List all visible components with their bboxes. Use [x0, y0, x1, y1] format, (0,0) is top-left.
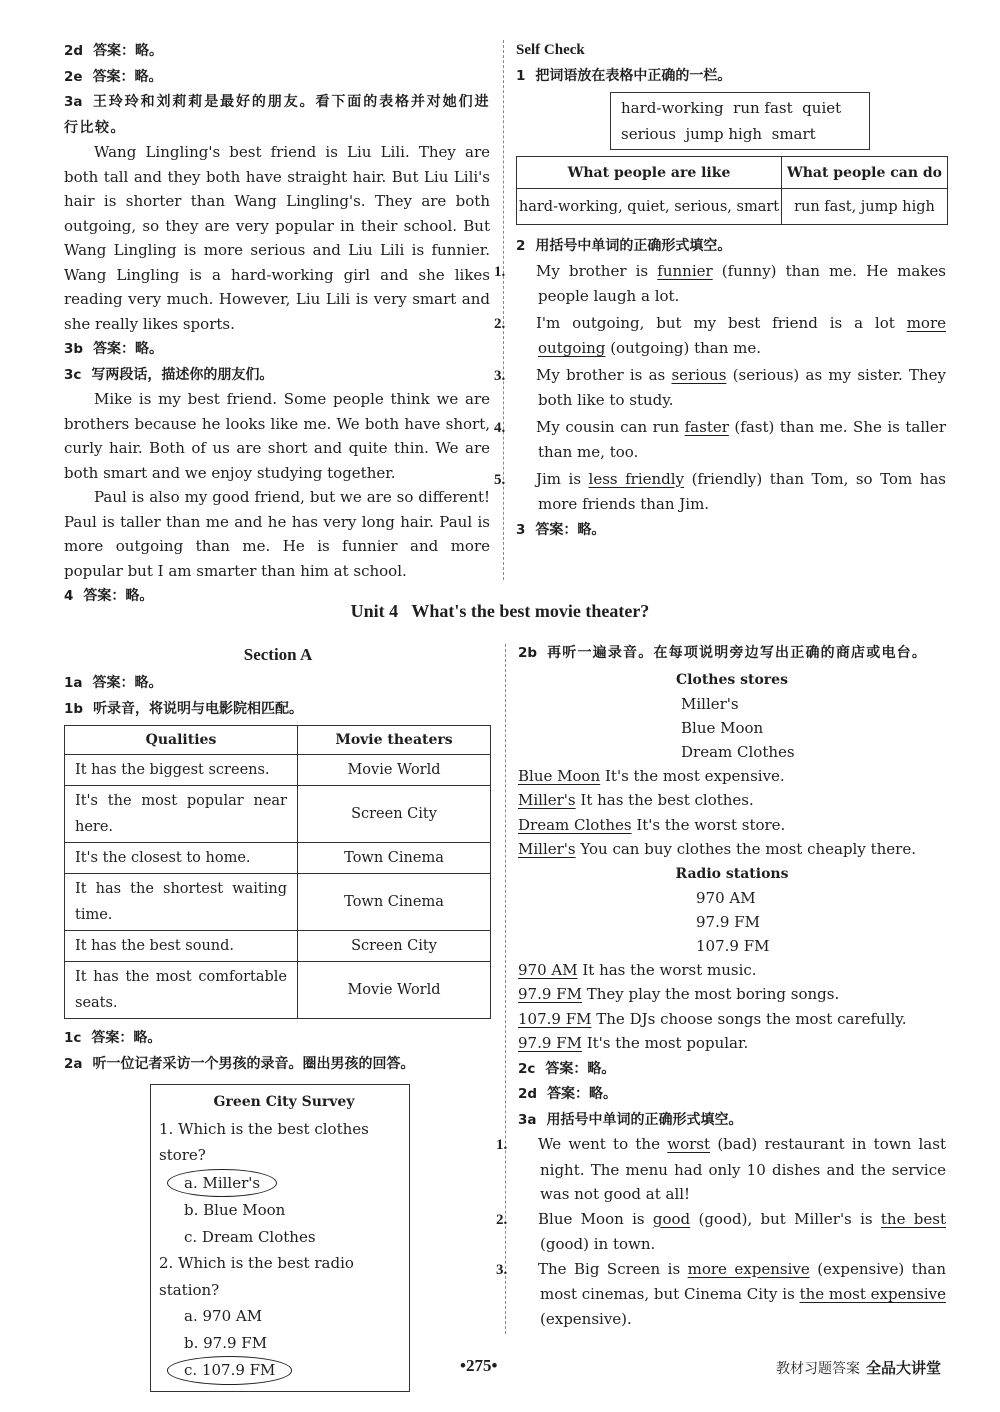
- list-item: Dream Clothes: [681, 742, 795, 761]
- table-header: What people are like: [517, 157, 782, 189]
- text: You can buy clothes the most cheaply there.: [575, 840, 916, 858]
- answer-line: [518, 1031, 946, 1056]
- survey-option-list: [159, 1303, 409, 1385]
- theater-cell: Town Cinema: [298, 874, 491, 931]
- text: (expensive) than most cinemas, but Cinema City is: [540, 1259, 946, 1303]
- answer: less friendly: [588, 469, 685, 488]
- movie-theater-table: [64, 725, 491, 1019]
- text: It has the best clothes.: [575, 791, 754, 809]
- answer: Miller's: [518, 840, 576, 858]
- theater-cell: Screen City: [298, 786, 491, 843]
- item-label: 2a: [64, 1055, 83, 1072]
- table-header: Movie theaters: [298, 726, 491, 755]
- list-item: Blue Moon: [681, 718, 764, 737]
- self-check-column: [494, 38, 946, 542]
- answer: the best: [880, 1209, 946, 1228]
- instruction: 听一位记者采访一个男孩的录音。圈出男孩的回答。: [92, 1055, 415, 1072]
- table-row: [65, 931, 491, 962]
- item-label: 1c: [64, 1030, 82, 1046]
- list-item: [494, 415, 946, 465]
- answer: good: [652, 1209, 691, 1228]
- text: They play the most boring songs.: [581, 985, 840, 1003]
- table-row: [65, 962, 491, 1019]
- item-label: 2c: [518, 1060, 536, 1077]
- radio-list: [518, 886, 946, 958]
- answer-text: 答案：略。: [83, 588, 154, 604]
- answer: Miller's: [518, 791, 576, 809]
- table-cell: run fast, jump high: [782, 189, 948, 225]
- table-header: What people can do: [782, 157, 948, 189]
- survey-option-list: [159, 1169, 409, 1251]
- item-label: 3: [516, 521, 526, 538]
- list-item: [494, 467, 946, 517]
- text: Jim is: [536, 469, 589, 488]
- text: (outgoing) than me.: [605, 339, 762, 357]
- item-number: 2.: [494, 315, 506, 332]
- answer-line: [518, 982, 946, 1007]
- page-number: •275•: [460, 1356, 498, 1375]
- item-label: 1: [516, 67, 526, 84]
- answer-text: 答案：略。: [92, 675, 163, 691]
- circled-answer: c. 107.9 FM: [167, 1356, 292, 1385]
- answer-text: 答案：略。: [91, 1030, 162, 1046]
- answer-text: 答案：略。: [93, 341, 164, 357]
- item-number: 4.: [494, 419, 506, 436]
- table-cell: hard-working, quiet, serious, smart: [517, 189, 782, 225]
- table-row: [65, 755, 491, 786]
- item-label: 3c: [64, 366, 82, 383]
- list-item: Miller's: [681, 694, 739, 713]
- table-row: [65, 843, 491, 874]
- instruction: 用括号中单词的正确形式填空。: [535, 238, 732, 254]
- quality-cell: It's the most popular near here.: [65, 786, 298, 843]
- list-item: [494, 259, 946, 309]
- answer-text: 答案：略。: [545, 1060, 616, 1077]
- item-label: 2e: [64, 68, 83, 85]
- text: It has the worst music.: [577, 960, 757, 979]
- item-label: 2d: [518, 1086, 538, 1102]
- text: (good) in town.: [540, 1235, 656, 1253]
- list-item: 970 AM: [696, 888, 756, 907]
- answer-text: 答案：略。: [93, 43, 164, 59]
- fill-blank-list: [494, 259, 946, 517]
- text: I'm outgoing, but my best friend is a lot: [536, 313, 907, 332]
- table-header: Qualities: [65, 726, 298, 755]
- item-number: 1.: [494, 263, 506, 280]
- answer: 107.9 FM: [518, 1009, 592, 1028]
- paragraph-3c-2: Paul is also my good friend, but we are so different! Paul is taller than me and he has very long hair. Paul is more outgoing than me. He is funnier and more popular but I am smarter than him at school.: [64, 488, 490, 580]
- self-check-table: [516, 156, 948, 225]
- answer: more expensive: [687, 1259, 810, 1278]
- answer: 97.9 FM: [518, 1034, 582, 1052]
- survey-question: 1. Which is the best clothes store?: [159, 1119, 369, 1164]
- word-box: [610, 92, 870, 150]
- left-top-column: [64, 38, 490, 609]
- list-item: [494, 311, 946, 361]
- list-item: 107.9 FM: [696, 936, 770, 955]
- answer: Dream Clothes: [518, 815, 632, 834]
- list-item: 97.9 FM: [696, 912, 760, 931]
- footer-book-title: 教材习题答案: [776, 1361, 860, 1377]
- text: My brother is: [536, 261, 658, 280]
- table-row: [65, 786, 491, 843]
- survey-option: c. Dream Clothes: [184, 1227, 316, 1246]
- answer: 97.9 FM: [518, 985, 582, 1003]
- survey-box: [150, 1084, 410, 1392]
- text: (expensive).: [540, 1309, 632, 1328]
- list-item: [496, 1207, 946, 1257]
- section-a-column: [64, 640, 492, 1392]
- answer: the most expensive: [799, 1285, 947, 1303]
- answer-line: [518, 813, 946, 838]
- survey-title: Green City Survey: [213, 1094, 355, 1110]
- text: We went to the: [538, 1135, 668, 1153]
- item-label: 2b: [518, 645, 538, 661]
- text: My brother is as: [536, 365, 672, 384]
- item-number: 1.: [496, 1137, 508, 1153]
- survey-option: a. 970 AM: [184, 1307, 263, 1325]
- instruction-3a: 王玲玲和刘莉莉是最好的朋友。看下面的表格并对她们进行比较。: [64, 94, 490, 136]
- item-number: 3.: [494, 367, 506, 384]
- item-label: 2d: [64, 43, 84, 59]
- answer-line: [518, 958, 946, 983]
- section-title: Section A: [243, 645, 313, 664]
- quality-cell: It has the most comfortable seats.: [65, 962, 298, 1019]
- answer-line: [518, 788, 946, 813]
- answer-text: 答案：略。: [535, 521, 606, 538]
- survey-option-circled: [167, 1169, 409, 1198]
- text: The Big Screen is: [538, 1259, 688, 1278]
- survey-option-circled: [167, 1356, 409, 1385]
- text: It's the worst store.: [631, 815, 786, 834]
- text: It's the most expensive.: [600, 766, 785, 785]
- right-bottom-column: [496, 640, 947, 1331]
- item-label: 4: [64, 588, 74, 604]
- survey-option: b. Blue Moon: [184, 1201, 286, 1219]
- quality-cell: It has the shortest waiting time.: [65, 874, 298, 931]
- text: (good), but Miller's is: [690, 1209, 881, 1228]
- footer-brand: 全品大讲堂: [866, 1359, 942, 1377]
- circled-answer: a. Miller's: [167, 1169, 277, 1198]
- text: (funny) than me. He makes people laugh a lot.: [538, 261, 946, 305]
- list-item: [496, 1132, 946, 1207]
- instruction: 再听一遍录音。在每项说明旁边写出正确的商店或电台。: [547, 645, 928, 661]
- answer-line: [518, 837, 946, 862]
- radio-stations-title: Radio stations: [675, 865, 789, 882]
- text: It's the most popular.: [581, 1034, 749, 1052]
- answer: funnier: [657, 261, 713, 280]
- answer: worst: [667, 1135, 711, 1153]
- instruction: 把词语放在表格中正确的一栏。: [535, 67, 732, 84]
- answer: faster: [684, 417, 729, 436]
- clothes-stores-title: Clothes stores: [676, 671, 788, 688]
- item-number: 2.: [496, 1211, 508, 1228]
- list-item: [496, 1257, 947, 1332]
- survey-question: 2. Which is the best radio station?: [159, 1254, 354, 1299]
- table-row: [65, 874, 491, 931]
- answer-line: [518, 1007, 946, 1032]
- item-label: 3a: [64, 94, 83, 110]
- item-number: 3.: [496, 1261, 508, 1278]
- text: (fast) than me. She is taller than me, too.: [538, 417, 946, 461]
- instruction: 听录音，将说明与电影院相匹配。: [93, 700, 304, 717]
- text: (friendly) than Tom, so Tom has more friends than Jim.: [538, 469, 946, 513]
- clothes-list: [518, 692, 946, 764]
- unit-title: Unit 4 What's the best movie theater?: [350, 601, 650, 621]
- paragraph-3c-1: Mike is my best friend. Some people think we are brothers because he looks like me. We both have short, curly hair. Both of us are short and quite thin. We are both smart and we enjoy studying together.: [64, 390, 490, 482]
- text: The DJs choose songs the most carefully.: [591, 1009, 907, 1028]
- answer: serious: [671, 365, 727, 384]
- answer-line: [518, 764, 946, 789]
- theater-cell: Movie World: [298, 962, 491, 1019]
- quality-cell: It has the biggest screens.: [65, 755, 298, 786]
- item-label: 1b: [64, 700, 84, 717]
- theater-cell: Movie World: [298, 755, 491, 786]
- instruction-3c: 写两段话，描述你的朋友们。: [91, 366, 274, 383]
- paragraph-3a: Wang Lingling's best friend is Liu Lili. They are both tall and they both have straight hair. But Liu Lili's hair is shorter than Wang Lingling's. They are both outgoing, so they are very popular in their school. But Wang Lingling is more serious and Liu Lili is funnier. Wang Lingling is a hard-working girl and she likes reading very much. However, Liu Lili is very smart and she really likes sports.: [64, 143, 490, 333]
- answer: Blue Moon: [518, 766, 601, 785]
- answer: more outgoing: [538, 313, 946, 357]
- text: (serious) as my sister. They both like to study.: [538, 365, 946, 409]
- text: My cousin can run: [536, 417, 685, 436]
- quality-cell: It's the closest to home.: [65, 843, 298, 874]
- theater-cell: Town Cinema: [298, 843, 491, 874]
- column-divider-top: [503, 40, 504, 580]
- item-label: 2: [516, 238, 526, 254]
- item-label: 3a: [518, 1111, 537, 1128]
- list-item: [494, 363, 946, 413]
- survey-option: b. 97.9 FM: [184, 1333, 268, 1352]
- text: Blue Moon is: [538, 1209, 653, 1228]
- item-label: 3b: [64, 341, 84, 357]
- text: (bad) restaurant in town last night. The menu had only 10 dishes and the service was not good at all!: [540, 1135, 946, 1203]
- quality-cell: It has the best sound.: [65, 931, 298, 962]
- theater-cell: Screen City: [298, 931, 491, 962]
- word-box-line: serious jump high smart: [621, 125, 816, 143]
- item-number: 5.: [494, 471, 506, 488]
- self-check-title: Self Check: [516, 42, 585, 58]
- answer-text: 答案：略。: [92, 68, 163, 85]
- answer-text: 答案：略。: [547, 1086, 618, 1102]
- word-box-line: hard-working run fast quiet: [621, 99, 842, 117]
- item-label: 1a: [64, 675, 83, 691]
- answer: 970 AM: [518, 960, 578, 979]
- instruction: 用括号中单词的正确形式填空。: [546, 1111, 743, 1128]
